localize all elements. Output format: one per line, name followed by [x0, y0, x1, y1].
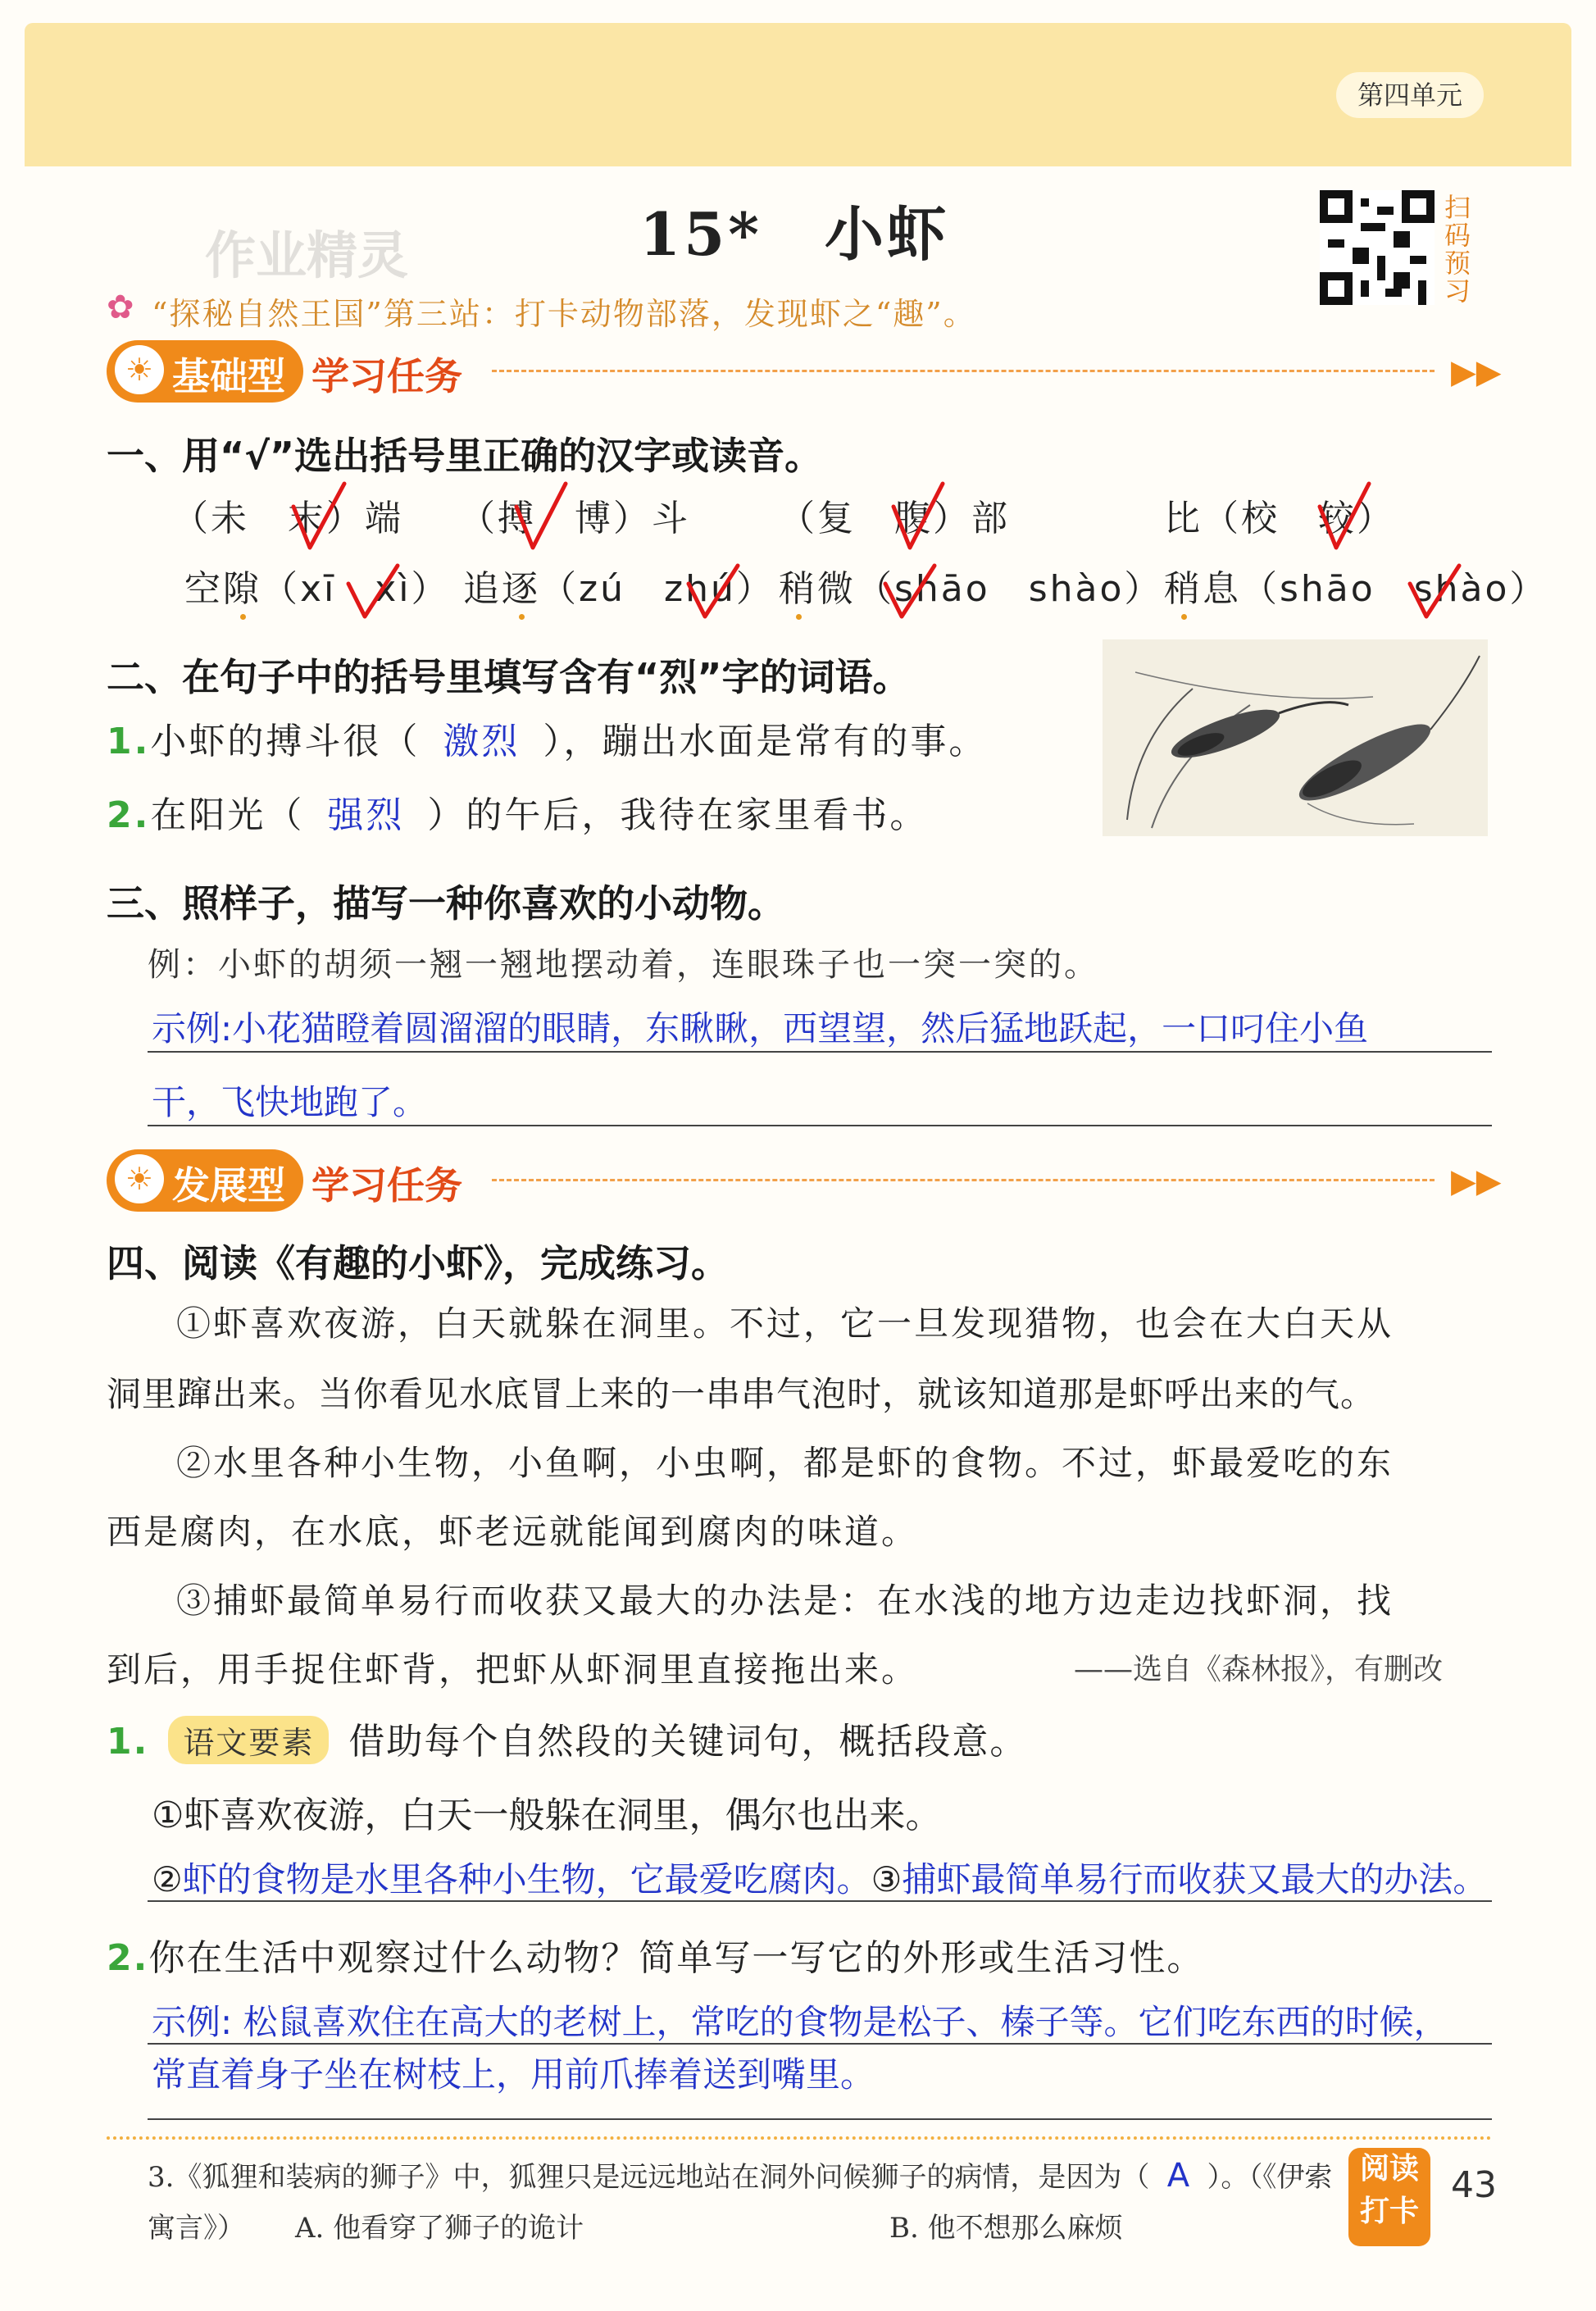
q4-sub2: 2.你在生活中观察过什么动物？简单写一写它的外形或生活习性。: [107, 1937, 1205, 1979]
q1-row2-item2: 追逐（zú zhú）: [463, 559, 775, 612]
unit-badge: 第四单元: [1336, 72, 1484, 118]
banner-dev-part2: 学习任务: [311, 1163, 462, 1208]
banner-basic-part1: 基础型: [172, 354, 285, 398]
watermark: 作业精灵: [205, 225, 409, 285]
intro-text: “探秘自然王国”第三站：打卡动物部落，发现虾之“趣”。: [152, 296, 976, 332]
q3-example: 例：小虾的胡须一翘一翘地摆动着，连眼珠子也一突一突的。: [148, 946, 1099, 984]
q4-sub1-line: [148, 1900, 1492, 1902]
passage-p1-line1: ①虾喜欢夜游，白天就躲在洞里。不过，它一旦发现猎物，也会在大白天从: [176, 1303, 1394, 1344]
banner-basic-part2: 学习任务: [311, 354, 462, 398]
flower-icon: ✿: [107, 289, 134, 326]
qr-label: 扫码预习: [1444, 192, 1471, 307]
bulb-icon: ☀: [115, 345, 164, 394]
q4-sub1-answer: ②虾的食物是水里各种小生物，它最爱吃腐肉。③捕虾最简单易行而收获又最大的办法。: [152, 1859, 1488, 1899]
q2-heading: 二、在句子中的括号里填写含有“烈”字的词语。: [107, 655, 911, 699]
q4-sub2-line1: [148, 2043, 1492, 2045]
banner-dev: [107, 1149, 1502, 1215]
page-number: 43: [1451, 2164, 1497, 2206]
q3-line2: [148, 1125, 1492, 1126]
arrow-icon: ▶▶: [1451, 1162, 1502, 1200]
q1-row2-item1: 空隙（xī xì）: [184, 559, 450, 612]
banner-dev-part1: 发展型: [172, 1163, 285, 1208]
footer-question: 3.《狐狸和装病的狮子》中，狐狸只是远远地站在洞外问候狮子的病情，是因为（ A ）。（《伊索: [148, 2157, 1333, 2195]
q3-heading: 三、照样子，描写一种你喜欢的小动物。: [107, 881, 785, 926]
passage-p3-line1: ③捕虾最简单易行而收获又最大的办法是：在水浅的地方边走边找虾洞，找: [176, 1581, 1394, 1621]
q4-sub2-answer-line2: 常直着身子坐在树枝上，用前爪捧着送到嘴里。: [152, 2054, 875, 2095]
shrimp-painting: [1103, 639, 1488, 836]
reading-badge[interactable]: [1348, 2148, 1430, 2246]
page-title: 15* 小虾: [639, 199, 949, 269]
q1-row1-item4: 比（校 较）: [1164, 498, 1395, 539]
passage-p2-line2: 西是腐肉，在水底，虾老远就能闻到腐肉的味道。: [107, 1512, 919, 1552]
passage-p1-line2: 洞里蹿出来。当你看见水底冒上来的一串串气泡时，就该知道那是虾呼出来的气。: [107, 1374, 1376, 1414]
q3-line1: [148, 1051, 1492, 1053]
q2-item1: 1.小虾的搏斗很（ 激烈 ），蹦出水面是常有的事。: [107, 721, 988, 762]
bulb-icon: ☀: [115, 1154, 164, 1203]
footer-divider: [107, 2136, 1492, 2140]
reading-badge-line2: 打卡: [1359, 2195, 1419, 2228]
footer-option-b: B. 他不想那么麻烦: [889, 2212, 1123, 2245]
q3-answer-line1: 示例:小花猫瞪着圆溜溜的眼睛，东瞅瞅，西望望，然后猛地跃起，一口叼住小鱼: [152, 1008, 1369, 1049]
q1-row1-item2: （搏 博）斗: [459, 498, 690, 539]
passage-p2-line1: ②水里各种小生物，小鱼啊，小虫啊，都是虾的食物。不过，虾最爱吃的东: [176, 1443, 1394, 1483]
q1-row2-item3: 稍微（shāo shào）: [779, 559, 1162, 612]
yuwen-tag: 语文要素: [168, 1716, 329, 1764]
q1-row1-item1: （未 末）端: [172, 498, 403, 539]
passage-p3-line2: 到后，用手捉住虾背，把虾从虾洞里直接拖出来。: [107, 1649, 919, 1690]
q3-answer-line2: 干，飞快地跑了。: [152, 1082, 428, 1122]
q1-row2-item4: 稍息（shāo shào）: [1164, 559, 1548, 612]
q4-sub2-answer-line1: 示例: 松鼠喜欢住在高大的老树上，常吃的食物是松子、榛子等。它们吃东西的时候，: [152, 2002, 1448, 2042]
q1-heading: 一、用“√”选出括号里正确的汉字或读音。: [107, 434, 823, 478]
q4-sub1-given: ①虾喜欢夜游，白天一般躲在洞里，偶尔也出来。: [152, 1795, 942, 1836]
q4-sub2-line2: [148, 2118, 1492, 2120]
passage-source: ——选自《森林报》，有删改: [1074, 1653, 1444, 1686]
answer-checkmarks: [0, 0, 1596, 656]
q4-heading: 四、阅读《有趣的小虾》，完成练习。: [107, 1241, 729, 1285]
reading-badge-line1: 阅读: [1359, 2152, 1419, 2186]
q1-row1-item3: （复 腹）部: [779, 498, 1010, 539]
footer-q-line2: 寓言》）: [148, 2212, 245, 2245]
q4-sub1: 1. 语文要素 借助每个自然段的关键词句，概括段意。: [107, 1712, 1027, 1764]
arrow-icon: ▶▶: [1451, 353, 1502, 391]
q2-item2: 2.在阳光（ 强烈 ）的午后，我待在家里看书。: [107, 794, 929, 836]
footer-option-a: A. 他看穿了狮子的诡计: [295, 2212, 584, 2245]
